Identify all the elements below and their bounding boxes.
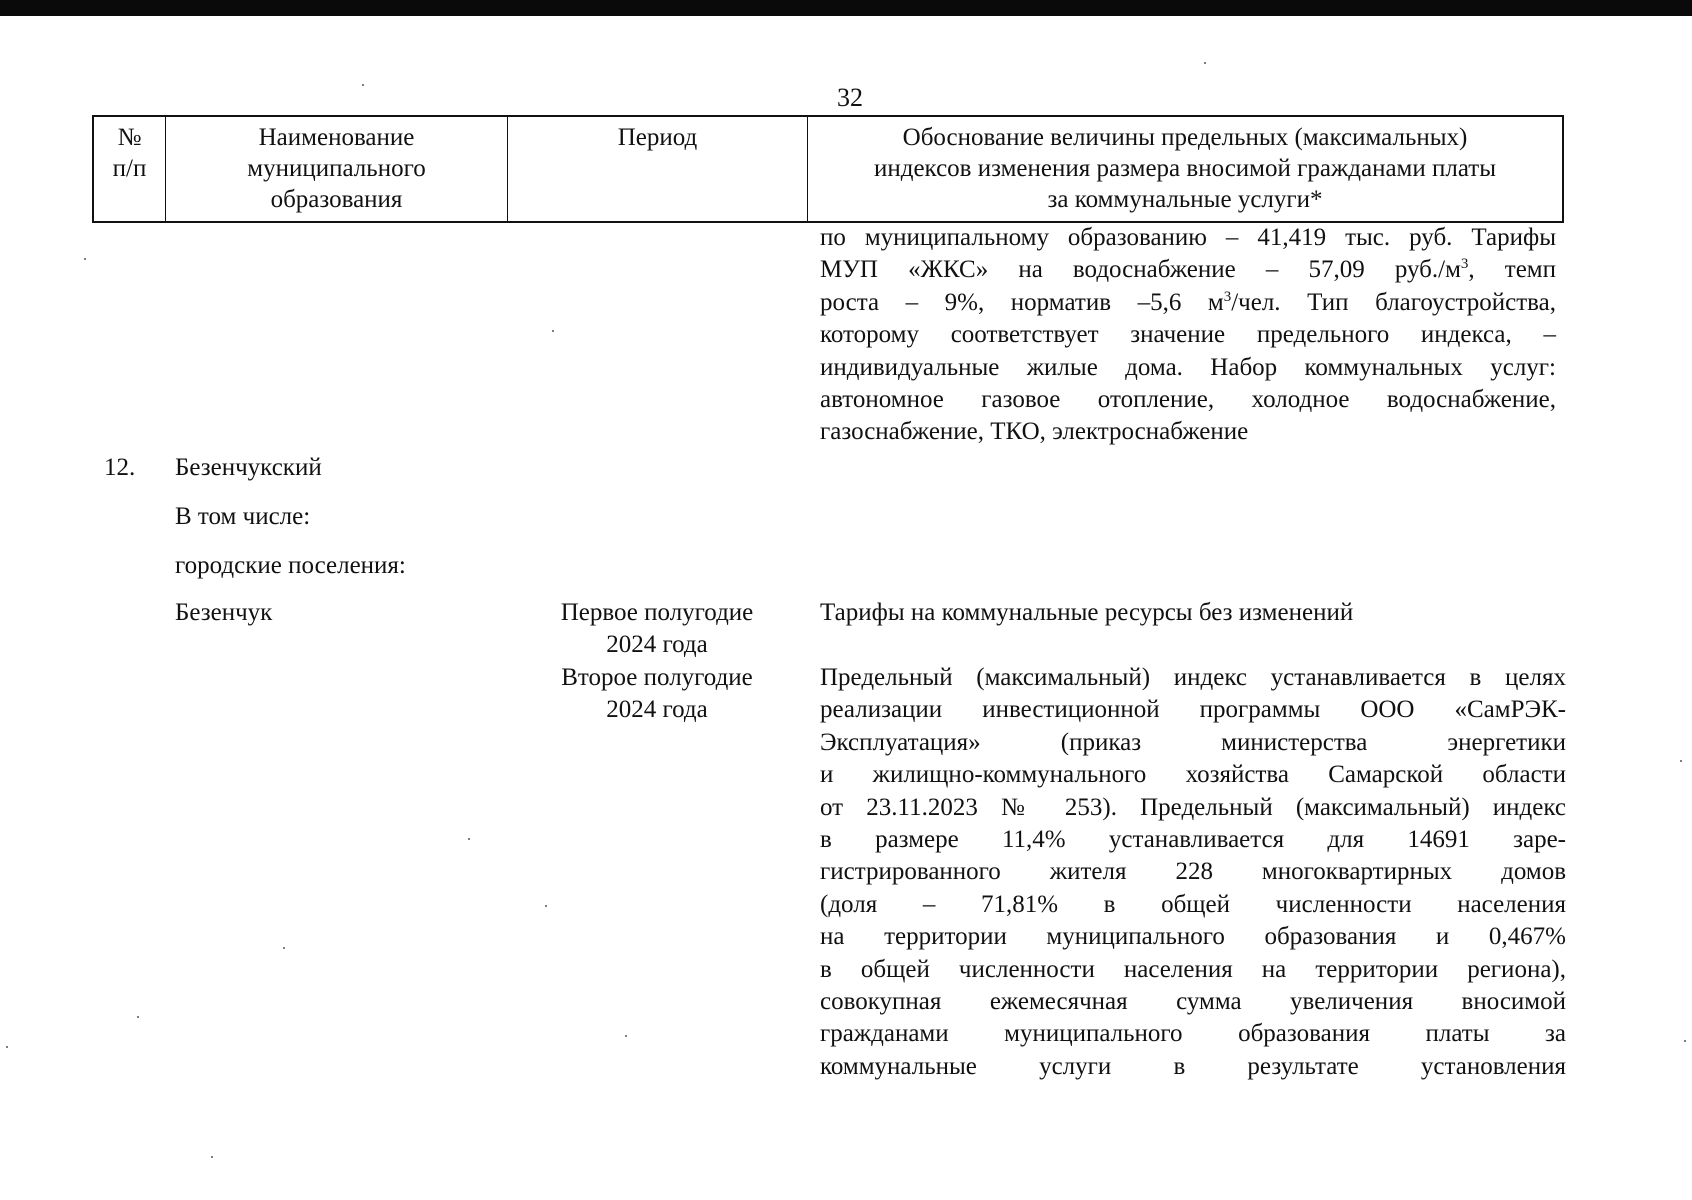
text-fragment: МУП «ЖКС» на водоснабжение – 57,09 руб./м	[820, 256, 1461, 284]
scan-speck	[545, 905, 547, 907]
text-line: гражданами муниципального образования платы за	[820, 1020, 1566, 1048]
text-fragment: , темп	[1468, 256, 1556, 284]
text-line: автономное газовое отопление, холодное водоснабжение,	[820, 386, 1556, 414]
justification-second-half	[820, 662, 1566, 1083]
period-first-half: Первое полугодие 2024 года	[560, 599, 754, 659]
text-line: Предельный (максимальный) индекс устанавливается в целях	[820, 664, 1566, 691]
settlement-name: Безенчук	[175, 599, 273, 626]
scan-top-border	[0, 0, 1692, 16]
continuation-paragraph	[820, 222, 1556, 449]
scan-speck	[283, 947, 285, 949]
including-label: В том числе:	[175, 503, 311, 530]
scan-speck	[1684, 1040, 1686, 1042]
header-col-municipality: Наименование муниципального образования	[166, 117, 508, 221]
header-col-justification: Обоснование величины предельных (максимальных) индексов изменения размера вносимой гражданами платы за коммунальные услуги*	[873, 124, 1497, 213]
text-line: и жилищно-коммунального хозяйства Самарской области	[820, 761, 1566, 789]
scan-speck	[468, 838, 470, 840]
text-line: в общей численности населения на территории региона),	[820, 955, 1566, 983]
superscript: 3	[1460, 256, 1469, 273]
text-line: по муниципальному образованию – 41,419 тыс. руб. Тарифы	[820, 224, 1556, 251]
text-line: Эксплуатация» (приказ министерства энергетики	[820, 728, 1566, 756]
text-line: реализации инвестиционной программы ООО «СамРЭК-	[820, 696, 1566, 724]
period-second-half: Второе полугодие 2024 года	[561, 664, 753, 724]
scan-speck	[84, 258, 86, 260]
scan-speck	[6, 1046, 8, 1048]
table-header-row	[92, 115, 1564, 223]
district-name: Безенчукский	[175, 454, 322, 481]
text-line: гистрированного жителя 228 многоквартирных домов	[820, 858, 1566, 886]
scan-speck	[1204, 62, 1206, 64]
text-fragment: роста – 9%, норматив –5,6 м	[820, 288, 1224, 316]
text-line: которому соответствует значение предельного индекса, –	[820, 321, 1556, 349]
text-line: газоснабжение, ТКО, электроснабжение	[820, 418, 1249, 446]
page-number: 32	[837, 83, 863, 112]
text-line	[820, 254, 1556, 286]
text-line: на территории муниципального образования и 0,467%	[820, 923, 1566, 951]
text-line	[820, 287, 1556, 319]
text-line: (доля – 71,81% в общей численности населения	[820, 890, 1566, 918]
superscript: 3	[1223, 288, 1232, 305]
row-number: 12.	[104, 454, 136, 481]
scan-speck	[362, 84, 364, 86]
scan-speck	[552, 330, 554, 332]
text-line: в размере 11,4% устанавливается для 14691 заре-	[820, 826, 1566, 854]
header-col-number: № п/п	[94, 117, 166, 221]
justification-first-half: Тарифы на коммунальные ресурсы без изменений	[820, 599, 1354, 626]
scan-speck	[625, 1035, 627, 1037]
scan-speck	[137, 1016, 139, 1018]
urban-settlements-label: городские поселения:	[175, 552, 406, 579]
text-line: совокупная ежемесячная сумма увеличения вносимой	[820, 988, 1566, 1016]
text-fragment: /чел. Тип благоустройства,	[1231, 288, 1556, 316]
text-line: от 23.11.2023 № 253). Предельный (максимальный) индекс	[820, 793, 1566, 821]
text-line: индивидуальные жилые дома. Набор коммунальных услуг:	[820, 353, 1556, 381]
header-col-period: Период	[508, 117, 808, 221]
text-line: коммунальные услуги в результате установления	[820, 1052, 1566, 1080]
scan-speck	[211, 1156, 213, 1158]
scan-speck	[1680, 760, 1682, 762]
